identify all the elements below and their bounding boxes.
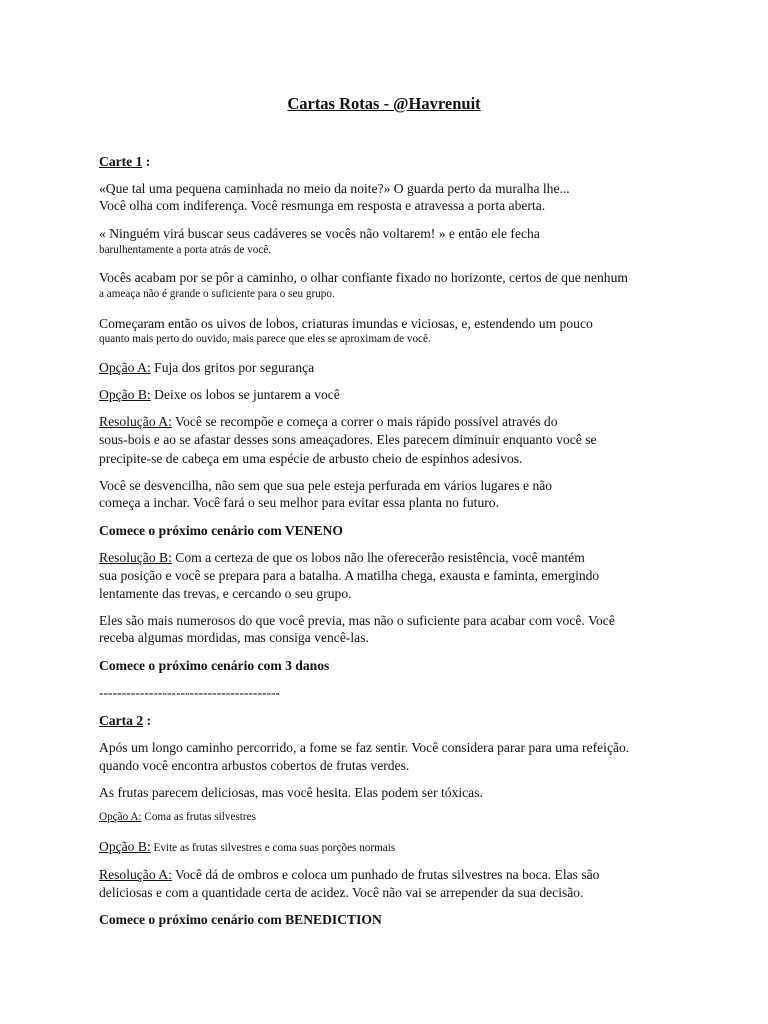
card2-resolution-a-text: Você dá de ombros e coloca um punhado de frutas silvestres na boca. Elas são (171, 867, 600, 882)
card2-next-scenario-a: Comece o próximo cenário com BENEDICTION (99, 912, 382, 927)
card2-option-b-label: Opção B: (99, 839, 151, 854)
card1-intro-line1: «Que tal uma pequena caminhada no meio da noite?» O guarda perto da muralha lhe... (99, 181, 570, 196)
card2-option-b-text: Evite as frutas silvestres e coma suas porções normais (150, 842, 396, 854)
card1-option-b (99, 386, 340, 403)
card1-resolution-a2-line1: Você se desvencilha, não sem que sua pele esteja perfurada em vários lugares e não (99, 478, 553, 493)
card1-resolution-a-text: Você se recompõe e começa a correr o mais rápido possível através do (171, 414, 558, 429)
card1-resolution-a-line1 (99, 413, 558, 430)
card1-resolution-b-label: Resolução B: (99, 550, 172, 565)
document-title: Cartas Rotas - @Havrenuit (287, 94, 481, 113)
card1-path-line2: a ameaça não é grande o suficiente para o seu grupo. (99, 288, 335, 300)
card1-quote-line2: barulhentamente a porta atrás de você. (99, 244, 272, 256)
card1-option-a (99, 359, 314, 376)
card2-heading-label: Carta 2 (99, 713, 144, 728)
card1-resolution-a-label: Resolução A: (99, 414, 172, 429)
card1-heading (99, 153, 150, 170)
card1-option-a-label: Opção A: (99, 360, 151, 375)
section-separator: ---------------------------------------- (99, 685, 281, 700)
card2-heading (99, 712, 151, 729)
card2-intro-line1: Após um longo caminho percorrido, a fome se faz sentir. Você considera parar para uma refeição. (99, 740, 630, 755)
card2-option-a-text: Coma as frutas silvestres (141, 811, 256, 823)
card1-heading-suffix: : (142, 154, 151, 169)
card1-resolution-b-text: Com a certeza de que os lobos não lhe oferecerão resistência, você mantém (171, 550, 585, 565)
card1-option-b-text: Deixe os lobos se juntarem a você (150, 387, 340, 402)
card1-next-scenario-b: Comece o próximo cenário com 3 danos (99, 658, 330, 673)
card1-option-b-label: Opção B: (99, 387, 151, 402)
card1-path-line1: Vocês acabam por se pôr a caminho, o olhar confiante fixado no horizonte, certos de que nenhum (99, 270, 628, 285)
card1-heading-label: Carte 1 (99, 154, 143, 169)
card1-wolves-line2: quanto mais perto do ouvido, mais parece que eles se aproximam de você. (99, 333, 431, 345)
card1-resolution-b-line2: sua posição e você se prepara para a batalha. A matilha chega, exausta e faminta, emergindo (99, 568, 600, 583)
card2-option-a-label: Opção A: (99, 811, 142, 823)
card1-resolution-b-line3: lentamente das trevas, e cercando o seu grupo. (99, 586, 352, 601)
card1-option-a-text: Fuja dos gritos por segurança (150, 360, 315, 375)
card1-wolves-line1: Começaram então os uivos de lobos, criaturas imundas e viciosas, e, estendendo um pouco (99, 316, 593, 331)
card2-intro-line2: quando você encontra arbustos cobertos de frutas verdes. (99, 758, 410, 773)
card1-resolution-a-line3: precipite-se de cabeça em uma espécie de arbusto cheio de espinhos adesivos. (99, 451, 523, 466)
card2-resolution-a-line2: deliciosas e com a quantidade certa de acidez. Você não vai se arrepender da sua decisão. (99, 885, 584, 900)
card1-resolution-b2-line1: Eles são mais numerosos do que você previa, mas não o suficiente para acabar com você. Você (99, 613, 615, 628)
card1-resolution-a-line2: sous-bois e ao se afastar desses sons ameaçadores. Eles parecem diminuir enquanto você se (99, 432, 597, 447)
card1-intro-line2: Você olha com indiferença. Você resmunga em resposta e atravessa a porta aberta. (99, 198, 546, 213)
card1-quote-line1: « Ninguém virá buscar seus cadáveres se vocês não voltarem! » e então ele fecha (99, 226, 540, 241)
card2-resolution-a-label: Resolução A: (99, 867, 172, 882)
card1-next-scenario-a: Comece o próximo cenário com VENENO (99, 523, 344, 538)
card2-heading-suffix: : (143, 713, 152, 728)
card1-resolution-a2-line2: começa a inchar. Você fará o seu melhor para evitar essa planta no futuro. (99, 495, 499, 510)
card2-option-b (99, 838, 395, 856)
card2-resolution-a-line1 (99, 866, 599, 883)
card1-resolution-b2-line2: receba algumas mordidas, mas consiga vencê-las. (99, 630, 369, 645)
card1-resolution-b-line1 (99, 549, 585, 566)
card2-fruits-line: As frutas parecem deliciosas, mas você hesita. Elas podem ser tóxicas. (99, 785, 483, 800)
card2-option-a (99, 810, 256, 825)
